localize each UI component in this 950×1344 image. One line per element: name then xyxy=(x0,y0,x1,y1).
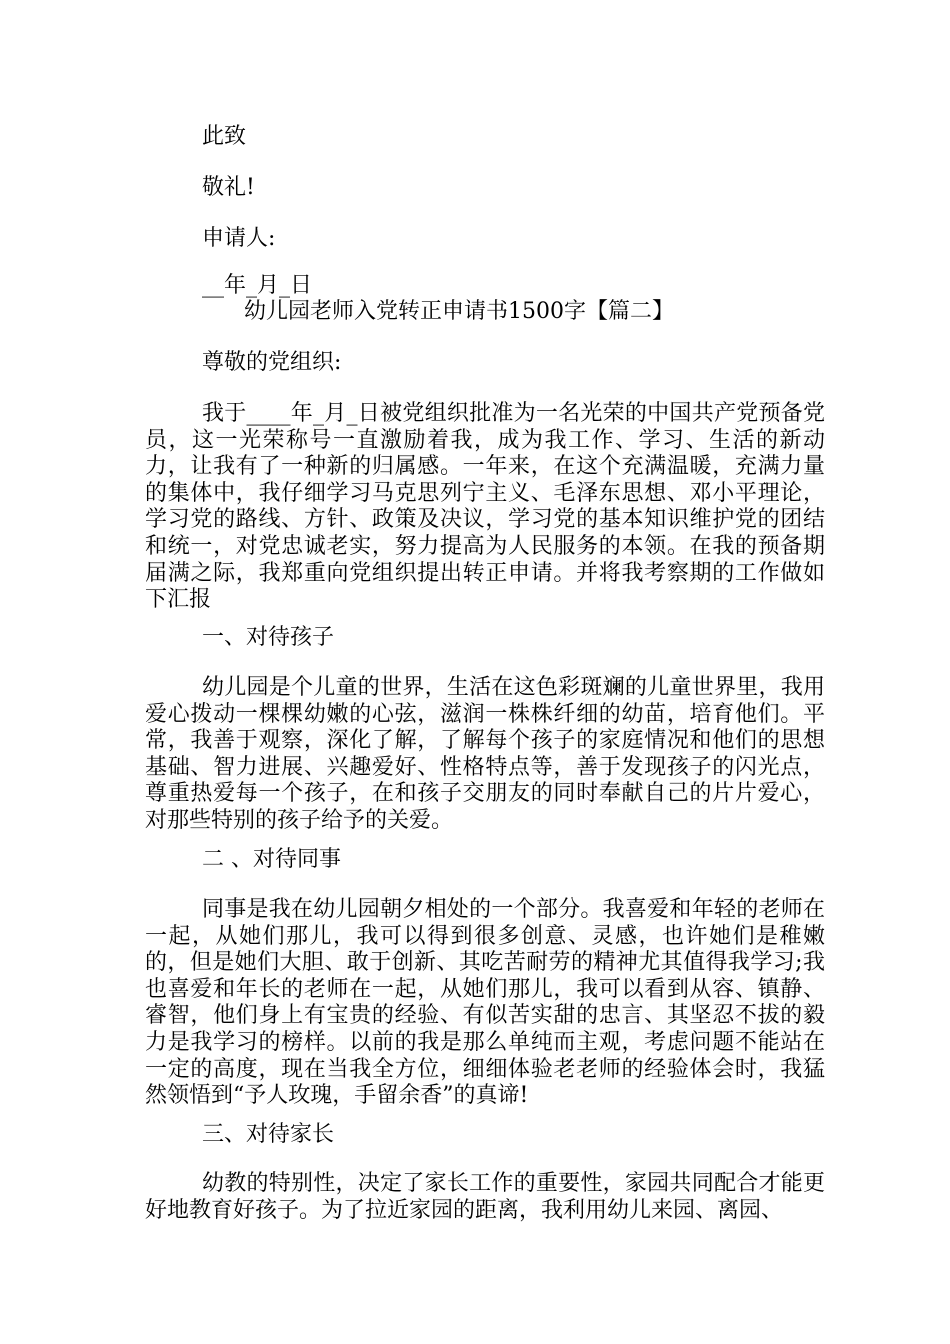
section2-paragraph: 同事是我在幼儿园朝夕相处的一个部分。我喜爱和年轻的老师在一起，从她们那儿，我可以得到很多创意、灵感，也许她们是稚嫩的，但是她们大胆、敢于创新、其吃苦耐劳的精神尤其值得我学习;我也喜爱和年长的老师在一起，从她们那儿，我可以看到从容、镇静、睿智，他们身上有宝贵的经验、有似苦实甜的忠言、其坚忍不拔的毅力是我学习的榜样。以前的我是那么单纯而主观，考虑问题不能站在一定的高度，现在当我全方位，细细体验老老师的经验体会时，我猛然领悟到“予人玫瑰，手留余香”的真谛! xyxy=(145,897,825,1109)
section1-paragraph: 幼儿园是个儿童的世界，生活在这色彩斑斓的儿童世界里，我用爱心拨动一棵棵幼嫩的心弦，滋润一株株纤细的幼苗，培育他们。平常，我善于观察，深化了解，了解每个孩子的家庭情况和他们的思想基础、智力进展、兴趣爱好、性格特点等，善于发现孩子的闪光点，尊重热爱每一个孩子，在和孩子交朋友的同时奉献自己的片片爱心，对那些特别的孩子给予的关爱。 xyxy=(145,675,825,833)
closing-respect: 敬礼! xyxy=(202,175,255,200)
greeting: 尊敬的党组织: xyxy=(202,350,342,375)
section2-heading: 二 、对待同事 xyxy=(202,847,341,872)
article-title: 幼儿园老师入党转正申请书1500字【篇二】 xyxy=(244,299,674,324)
applicant-label: 申请人: xyxy=(202,226,276,251)
section3-heading: 三、对待家长 xyxy=(202,1122,335,1147)
date-line: __年_月_日 xyxy=(202,273,313,298)
closing-salutation: 此致 xyxy=(202,124,247,149)
section1-heading: 一、对待孩子 xyxy=(202,625,335,650)
section3-paragraph: 幼教的特别性，决定了家长工作的重要性，家园共同配合才能更好地教育好孩子。为了拉近家园的距离，我利用幼儿来园、离园、 xyxy=(145,1171,825,1223)
intro-paragraph: 我于____年_月_日被党组织批准为一名光荣的中国共产党预备党员，这一光荣称号一直激励着我，成为我工作、学习、生活的新动力，让我有了一种新的归属感。一年来，在这个充满温暖，充满力量的集体中，我仔细学习马克思列宁主义、毛泽东思想、邓小平理论，学习党的路线、方针、政策及决议，学习党的基本知识维护党的团结和统一，对党忠诚老实，努力提高为人民服务的本领。在我的预备期届满之际，我郑重向党组织提出转正申请。并将我考察期的工作做如下汇报 xyxy=(145,401,825,613)
